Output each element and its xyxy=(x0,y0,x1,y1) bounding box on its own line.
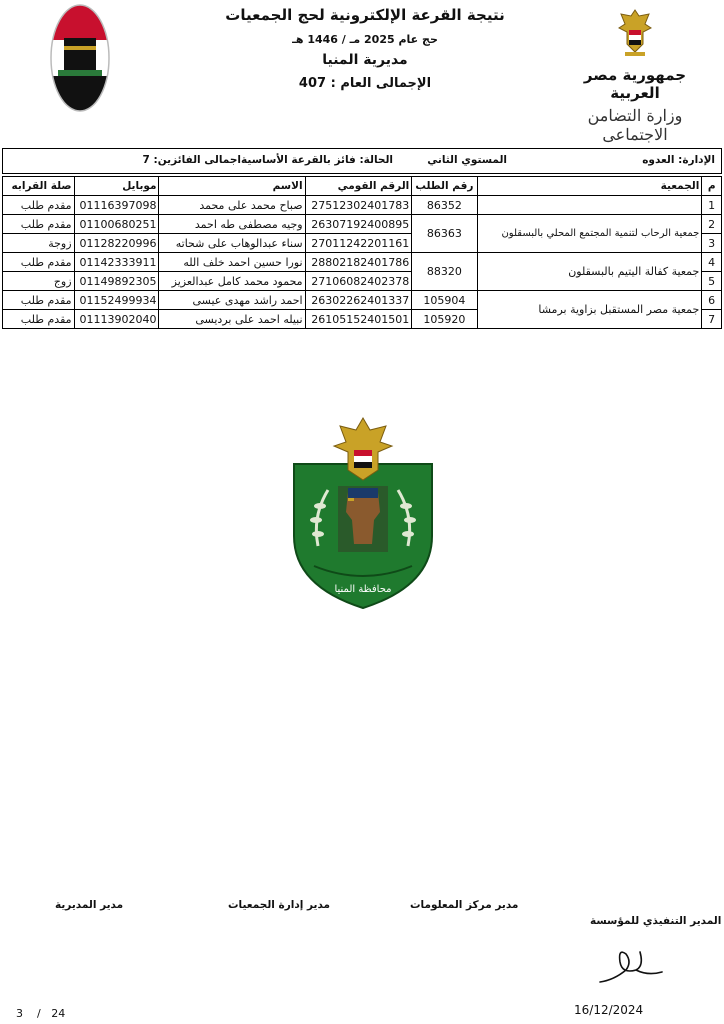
signature-directorate: مدير المديرية xyxy=(55,899,124,911)
cell-assoc: جمعية كفالة اليتيم بالبسقلون xyxy=(477,253,702,291)
cell-m: 5 xyxy=(702,272,722,291)
cell-req: 105904 xyxy=(412,291,477,310)
page-separator: / xyxy=(37,1007,41,1020)
page-current: 3 xyxy=(16,1007,23,1020)
hajj-logo xyxy=(50,4,110,112)
cell-relation: زوجة xyxy=(3,234,75,253)
table-header-row xyxy=(3,177,722,196)
emblem-caption: محافظة المنيا xyxy=(334,584,392,595)
cell-nid: 27106082402378 xyxy=(305,272,412,291)
cell-assoc: جمعية الرحاب لتنمية المجتمع المحلي بالبسقلون xyxy=(477,215,702,253)
cell-name: سناء عبدالوهاب على شحاته xyxy=(159,234,305,253)
cell-m: 7 xyxy=(702,310,722,329)
hajj-year: حج عام 2025 مـ / 1446 هـ xyxy=(292,33,438,46)
winners-label: اجمالى الفائزين: xyxy=(153,154,241,166)
status-field xyxy=(241,154,393,166)
directorate-name: مديرية المنيا xyxy=(322,52,408,68)
cell-nid: 26307192400895 xyxy=(305,215,412,234)
header-m: م xyxy=(702,177,722,196)
cell-relation: مقدم طلب xyxy=(3,310,75,329)
page-indicator xyxy=(16,1007,65,1020)
cell-req: 88320 xyxy=(412,253,477,291)
cell-name: صباح محمد على محمد xyxy=(159,196,305,215)
cell-relation: مقدم طلب xyxy=(3,253,75,272)
ministry-header xyxy=(560,6,710,144)
level-value: المستوي الثاني xyxy=(427,154,507,166)
cell-relation: مقدم طلب xyxy=(3,215,75,234)
grand-total-label: الإجمالى العام : xyxy=(330,76,432,91)
cell-req: 86363 xyxy=(412,215,477,253)
header-mobile: موبايل xyxy=(74,177,159,196)
page-total: 24 xyxy=(51,1007,66,1020)
cell-m: 6 xyxy=(702,291,722,310)
grand-total xyxy=(180,76,550,91)
header-name: الاسم xyxy=(159,177,305,196)
winners-table xyxy=(2,176,722,329)
cell-m: 1 xyxy=(702,196,722,215)
cell-m: 4 xyxy=(702,253,722,272)
admin-value: العدوه xyxy=(642,154,675,166)
signature-executive: المدير التنفيذي للمؤسسة xyxy=(590,915,722,927)
minya-governorate-emblem xyxy=(288,416,438,610)
cell-name: نبيله احمد على برديسى xyxy=(159,310,305,329)
cell-m: 3 xyxy=(702,234,722,253)
cell-name: نورا حسين احمد خلف الله xyxy=(159,253,305,272)
cell-mobile: 01142333911 xyxy=(74,253,159,272)
cell-assoc: جمعية مصر المستقبل بزاوية برمشا xyxy=(477,291,702,329)
cell-mobile: 01116397098 xyxy=(74,196,159,215)
cell-relation: مقدم طلب xyxy=(3,196,75,215)
ministry-name: وزارة التضامن الاجتماعى xyxy=(587,106,683,144)
cell-mobile: 01149892305 xyxy=(74,272,159,291)
handwritten-signature xyxy=(596,940,666,988)
cell-req: 105920 xyxy=(412,310,477,329)
header-assoc: الجمعية xyxy=(477,177,702,196)
admin-field xyxy=(642,154,715,166)
cell-relation: زوج xyxy=(3,272,75,291)
grand-total-value: 407 xyxy=(298,76,327,91)
cell-assoc xyxy=(477,196,702,215)
cell-nid: 27011242201161 xyxy=(305,234,412,253)
cell-mobile: 01100680251 xyxy=(74,215,159,234)
cell-name: وجيه مصطفى طه احمد xyxy=(159,215,305,234)
table-row xyxy=(3,291,722,310)
cell-nid: 26105152401501 xyxy=(305,310,412,329)
cell-name: احمد راشد مهدى عيسى xyxy=(159,291,305,310)
header-relation: صلة القرابه xyxy=(3,177,75,196)
country-name: جمهورية مصر العربية xyxy=(583,66,687,102)
cell-name: محمود محمد كامل عبدالعزيز xyxy=(159,272,305,291)
cell-relation: مقدم طلب xyxy=(3,291,75,310)
cell-mobile: 01128220996 xyxy=(74,234,159,253)
signature-assoc-admin: مدير إدارة الجمعيات xyxy=(228,899,331,911)
cell-mobile: 01152499934 xyxy=(74,291,159,310)
print-date: 16/12/2024 xyxy=(574,1003,644,1017)
winners-field xyxy=(143,154,241,166)
document-title: نتيجة القرعة الإلكترونية لحج الجمعيات xyxy=(225,6,505,24)
table-row xyxy=(3,253,722,272)
signature-it-center: مدير مركز المعلومات xyxy=(410,899,519,911)
status-label: الحالة: xyxy=(359,154,393,166)
filter-info-bar xyxy=(2,148,722,174)
table-row xyxy=(3,215,722,234)
cell-nid: 26302262401337 xyxy=(305,291,412,310)
cell-m: 2 xyxy=(702,215,722,234)
header-nid: الرقم القومي xyxy=(305,177,412,196)
cell-mobile: 01113902040 xyxy=(74,310,159,329)
eagle-emblem-icon xyxy=(615,6,655,60)
header-req: رقم الطلب xyxy=(412,177,477,196)
cell-nid: 27512302401783 xyxy=(305,196,412,215)
admin-label: الإدارة: xyxy=(678,154,715,166)
cell-nid: 28802182401786 xyxy=(305,253,412,272)
cell-req: 86352 xyxy=(412,196,477,215)
table-row xyxy=(3,196,722,215)
status-value: فائز بالقرعة الأساسية xyxy=(241,154,356,166)
winners-value: 7 xyxy=(142,154,150,166)
